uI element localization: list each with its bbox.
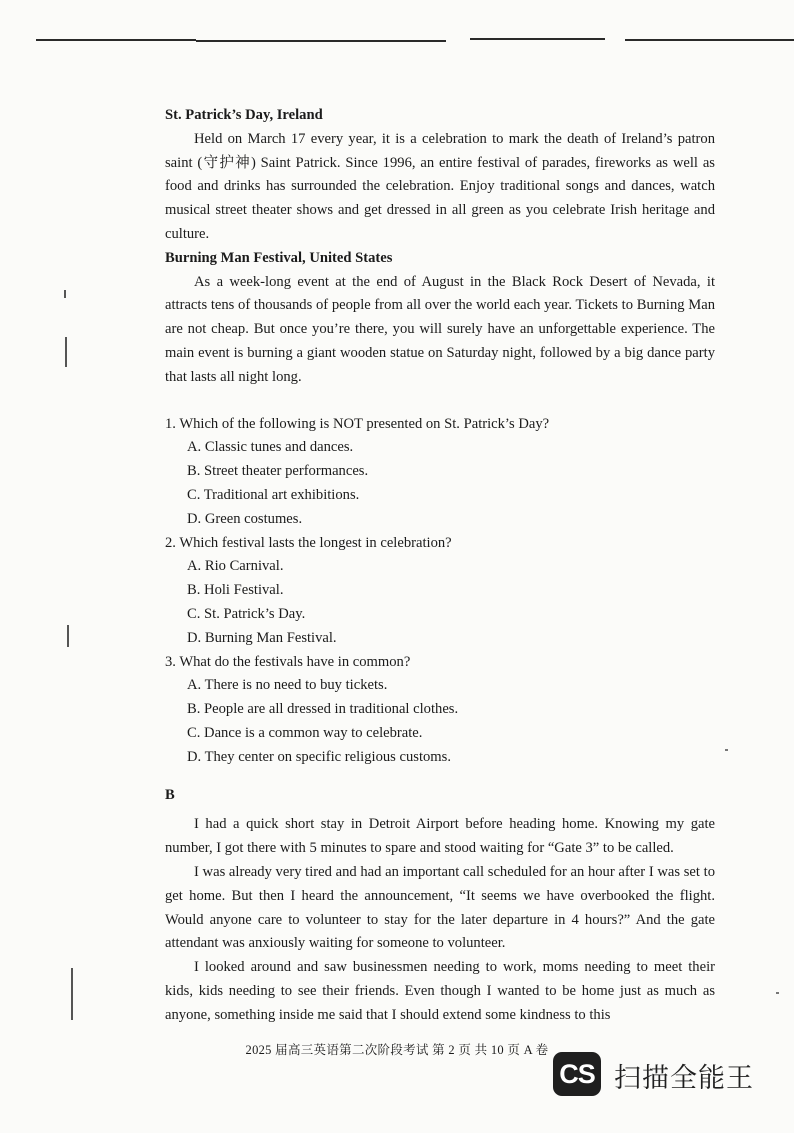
scan-top-line [196, 40, 446, 42]
story-paragraph: I was already very tired and had an important call scheduled for an hour after I was set to get home. But then I heard the announcement, “It seems we have overbooked the flight. Would anyone care to volunteer to stay for the later departure in 4 hours?” And the gate attendant was anxiously waiting for someone to volunteer. [165, 863, 715, 952]
answer-option[interactable]: A. There is no need to buy tickets. [187, 677, 388, 694]
section-b-label: B [165, 786, 175, 803]
story-paragraph: I had a quick short stay in Detroit Airport before heading home. Knowing my gate number, I got there with 5 minutes to spare and stood waiting for “Gate 3” to be called. [165, 816, 715, 857]
festival-paragraph: As a week-long event at the end of August in the Black Rock Desert of Nevada, it attracts tens of thousands of people from all over the world each year. Tickets to Burning Man are not cheap. But once you’re there, you will surely have an unforgettable experience. The main event is burning a giant wooden statue on Saturday night, followed by a big dance party that lasts all night long. [165, 273, 715, 385]
question-block [165, 532, 715, 651]
answer-option[interactable]: A. Rio Carnival. [187, 558, 284, 575]
scan-top-line [36, 39, 196, 41]
scan-side-mark [65, 337, 67, 367]
answer-option[interactable]: D. Burning Man Festival. [187, 629, 337, 646]
question-stem: 3. What do the festivals have in common? [165, 653, 411, 670]
scan-side-mark [67, 625, 69, 647]
question-stem: 1. Which of the following is NOT presented on St. Patrick’s Day? [165, 415, 550, 432]
answer-option[interactable]: B. Street theater performances. [187, 463, 369, 480]
scan-top-line [625, 39, 794, 41]
question-block [165, 651, 715, 770]
scan-speck [725, 749, 728, 751]
festival-heading: Burning Man Festival, United States [165, 249, 393, 266]
exam-page-content [165, 104, 715, 1027]
page-footer: 2025 届高三英语第二次阶段考试 第 2 页 共 10 页 A 卷 [245, 1043, 549, 1057]
answer-option[interactable]: C. Traditional art exhibitions. [187, 486, 360, 503]
scan-top-line [470, 38, 605, 40]
question-block [165, 413, 715, 532]
scan-speck [776, 992, 779, 994]
scan-side-mark [71, 968, 73, 1020]
festival-paragraph: Held on March 17 every year, it is a celebration to mark the death of Ireland’s patron saint (守护神) Saint Patrick. Since 1996, an entire festival of parades, fireworks as well as food and drinks has surrounded the celebration. Enjoy traditional songs and dances, watch musical street theater shows and get dressed in all green as you celebrate Irish heritage and culture. [165, 130, 715, 242]
answer-option[interactable]: A. Classic tunes and dances. [187, 439, 354, 456]
answer-option[interactable]: C. St. Patrick’s Day. [187, 605, 306, 622]
question-stem: 2. Which festival lasts the longest in celebration? [165, 534, 452, 551]
answer-option[interactable]: C. Dance is a common way to celebrate. [187, 724, 423, 741]
scan-side-mark [64, 290, 66, 298]
answer-option[interactable]: D. They center on specific religious customs. [187, 748, 451, 765]
festival-heading: St. Patrick’s Day, Ireland [165, 107, 323, 123]
answer-option[interactable]: B. People are all dressed in traditional clothes. [187, 701, 459, 718]
camscanner-logo: CS [553, 1052, 601, 1096]
camscanner-watermark-text: 扫描全能王 [614, 1063, 754, 1094]
story-paragraph: I looked around and saw businessmen needing to work, moms needing to meet their kids, kids needing to see their friends. Even though I wanted to be home just as much as anyone, something inside me said that I should extend some kindness to this [165, 959, 715, 1023]
answer-option[interactable]: D. Green costumes. [187, 510, 303, 527]
answer-option[interactable]: B. Holi Festival. [187, 582, 284, 599]
